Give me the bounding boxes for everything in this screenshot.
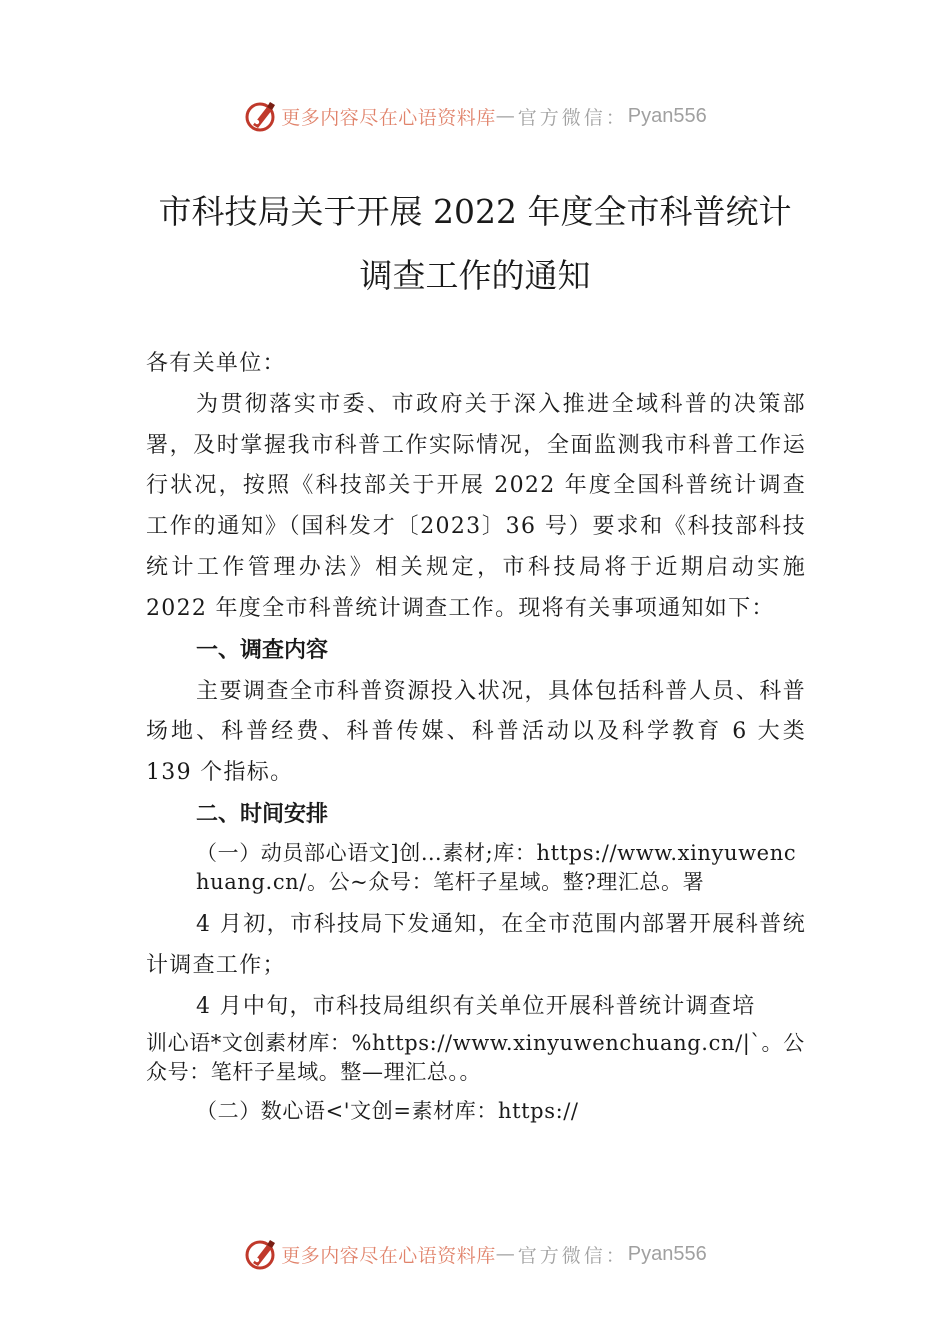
document-title <box>120 180 830 308</box>
footer-banner <box>0 1234 950 1274</box>
section-1-paragraph: 主要调查全市科普资源投入状况，具体包括科普人员、科普场地、科普经费、科普传媒、科普活动以及科学教育 6 大类 139 个指标。 <box>146 678 806 786</box>
subsection-1-garbled-text-2: 训心语*文创素材库：%https://www.xinyuwenchuang.cn/|`。公众号：笔杆子星域。整—理汇总。。 <box>146 1031 805 1085</box>
pen-logo-icon <box>243 98 279 134</box>
subsection-1-paragraph-2: 4 月中旬，市科技局组织有关单位开展科普统计调查培 <box>196 993 756 1019</box>
subsection-1-garbled-text: （一）动员部心语文]创…素材;库：https://www.xinyuwenchuang.cn/。公~众号：笔杆子星域。整?理汇总。署 <box>196 840 797 894</box>
section-2-heading: 二、时间安排 <box>196 801 329 827</box>
banner-library-text: 更多内容尽在心语资料库 <box>281 106 496 129</box>
salutation: 各有关单位： <box>146 351 286 376</box>
subsection-1-paragraph: 4 月初，市科技局下发通知，在全市范围内部署开展科普统计调查工作； <box>146 911 806 978</box>
banner-library-text: 更多内容尽在心语资料库 <box>281 1244 496 1267</box>
section-1-heading: 一、调查内容 <box>196 637 329 663</box>
title-line-1: 市科技局关于开展 2022 年度全市科普统计 <box>158 192 792 231</box>
banner-dash: — <box>495 1243 518 1265</box>
intro-paragraph: 为贯彻落实市委、市政府关于深入推进全域科普的决策部署，及时掌握我市科普工作实际情况，全面监测我市科普工作运行状况，按照《科技部关于开展 2022 年度全国科普统计调查工作的通知》（国科发才〔2023〕36 号）要求和《科技部科技统计工作管理办法》相关规定，市科技局将于近期启动实施 2022 年度全市科普统计调查工作。现将有关事项通知如下： <box>146 391 806 621</box>
banner-official-label: 官方微信： <box>517 106 628 129</box>
banner-wechat-id: Pyan556 <box>627 1242 707 1265</box>
document-body <box>146 344 806 1126</box>
pen-logo-icon <box>243 1236 279 1272</box>
banner-wechat-id: Pyan556 <box>627 104 707 127</box>
banner-dash: — <box>495 105 518 127</box>
header-banner <box>0 96 950 136</box>
subsection-2-garbled-text: （二）数心语<'文创=素材库：https:// <box>196 1099 579 1124</box>
title-line-2: 调查工作的通知 <box>359 256 591 295</box>
banner-official-label: 官方微信： <box>517 1244 628 1267</box>
